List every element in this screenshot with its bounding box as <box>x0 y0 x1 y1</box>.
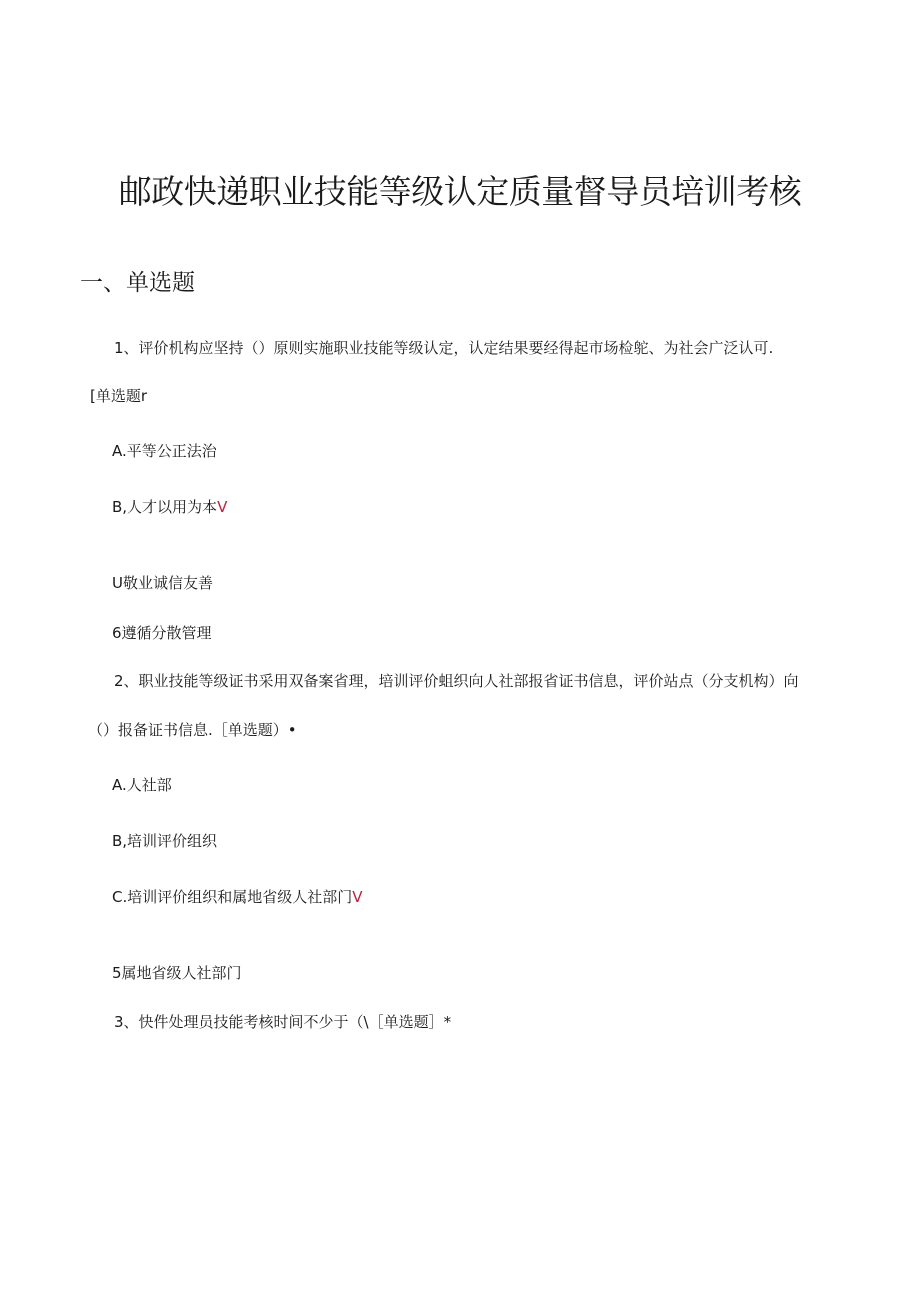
question-2-option-d: 5属地省级人社部门 <box>112 964 242 982</box>
question-2-option-a: A.人社部 <box>112 776 172 794</box>
correct-answer-mark: V <box>217 498 228 516</box>
question-2-stem: 2、职业技能等级证书采用双备案省理，培训评价蛆织向人社部报省证书信息，评价站点（分支机构）向 <box>114 672 799 690</box>
section-heading: 一、单选题 <box>80 270 195 296</box>
question-1-option-c: U敬业诚信友善 <box>112 574 213 592</box>
question-1-option-b-text: B,人才以用为本 <box>112 498 218 516</box>
question-1-option-a: A.平等公正法治 <box>112 442 217 460</box>
question-1-option-d: 6遵循分散管理 <box>112 624 212 642</box>
question-2-option-c <box>112 886 363 907</box>
correct-answer-mark: V <box>352 888 363 906</box>
document-title: 邮政快递职业技能等级认定质量督导员培训考核 <box>118 172 802 211</box>
question-1-option-b <box>112 496 227 517</box>
question-3-stem: 3、快件处理员技能考核时间不少于（\［单选题］* <box>114 1013 452 1031</box>
question-2-option-b: B,培训评价组织 <box>112 832 218 850</box>
question-1-tag: [单选题r <box>90 387 148 405</box>
question-2-option-c-text: C.培训评价组织和属地省级人社部门 <box>112 888 353 906</box>
question-1-stem: 1、评价机构应坚持（）原则实施职业技能等级认定，认定结果要经得起市场检鸵、为社会广泛认可. <box>114 339 774 357</box>
question-2-stem-continued: （）报备证书信息.［单选题）• <box>88 721 297 739</box>
